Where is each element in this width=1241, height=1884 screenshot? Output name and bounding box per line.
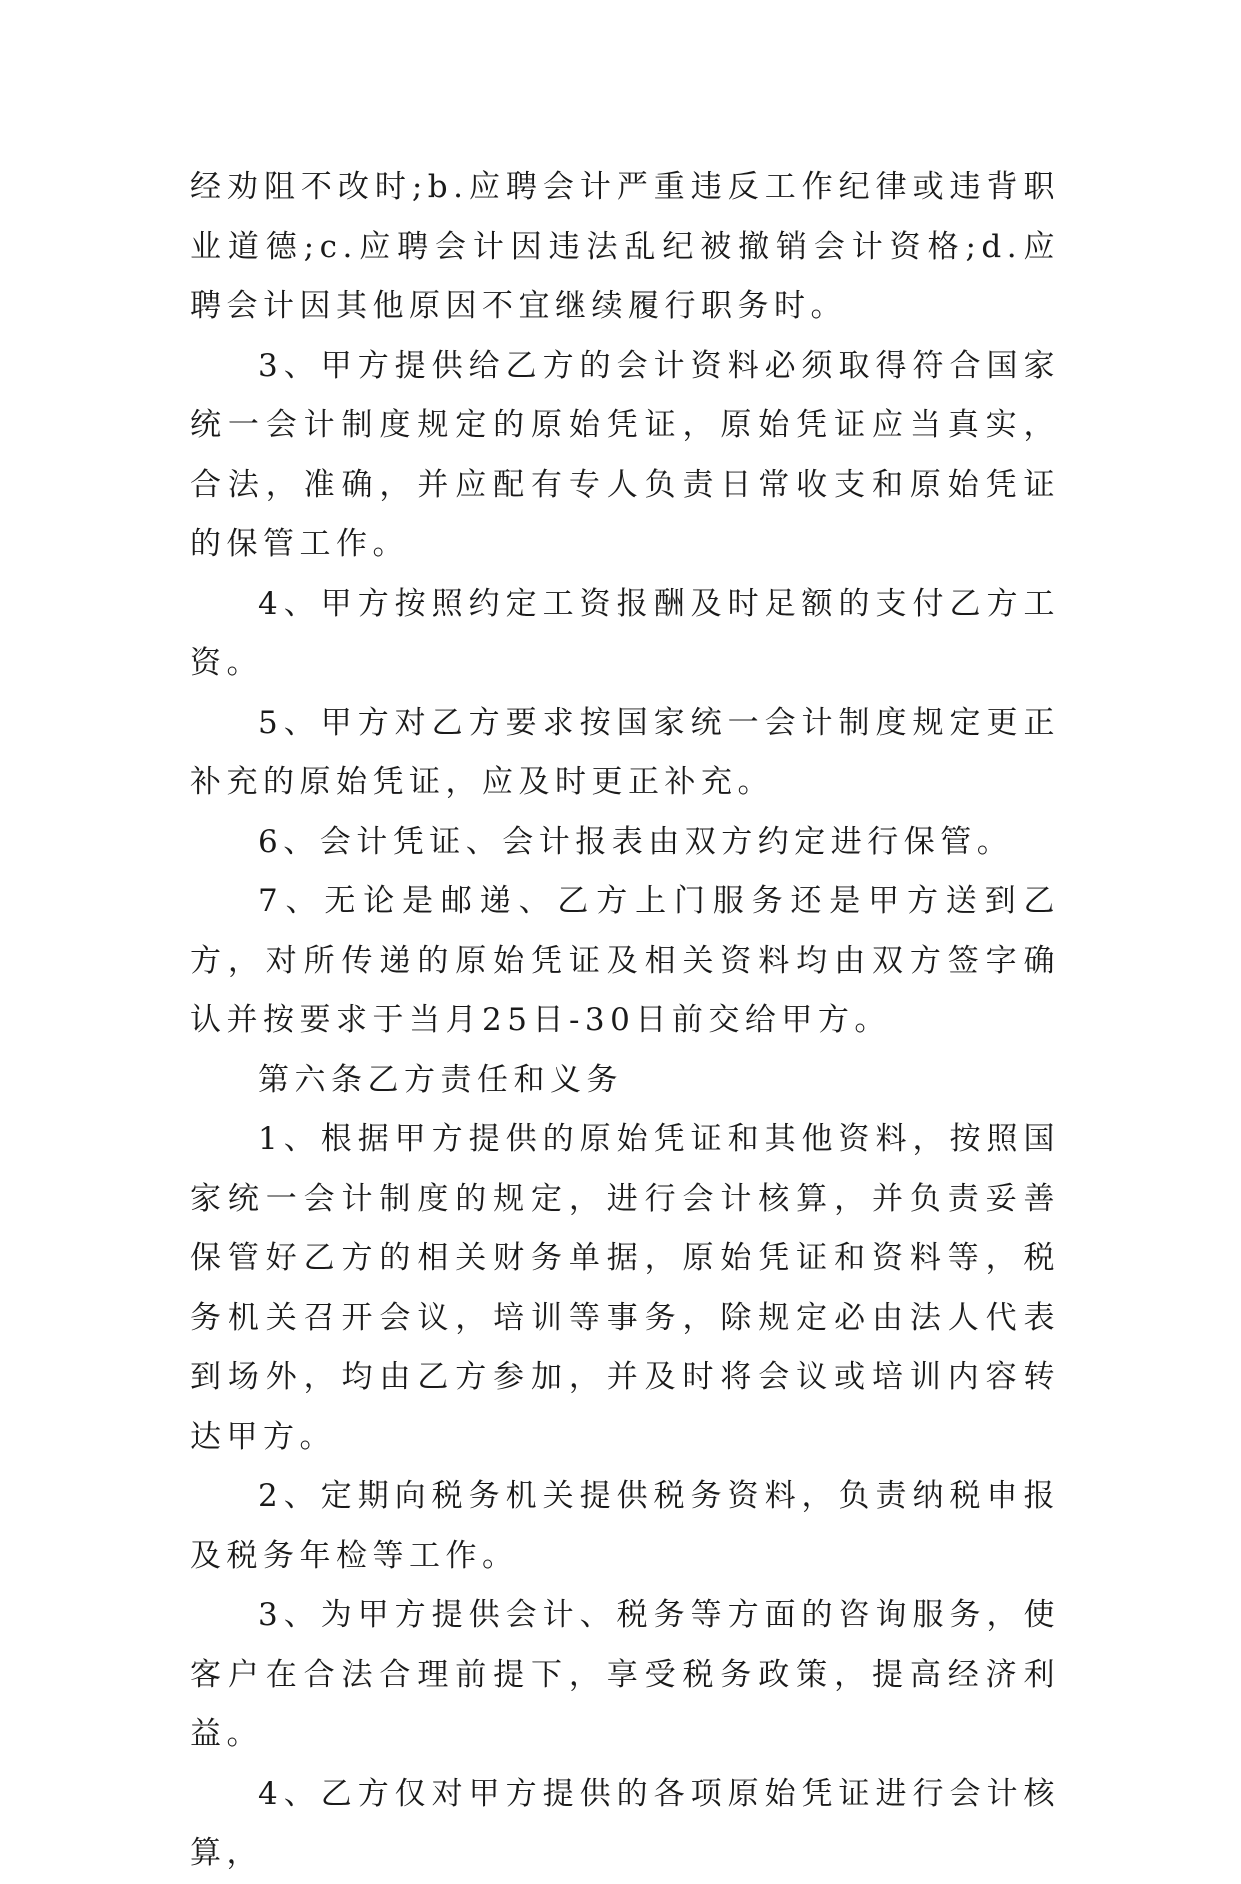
- paragraph-duty-2: 2、定期向税务机关提供税务资料，负责纳税申报及税务年检等工作。: [190, 1478, 1060, 1574]
- paragraph-duty-3: 3、为甲方提供会计、税务等方面的咨询服务，使客户在合法合理前提下，享受税务政策，提高经济利益。: [190, 1597, 1060, 1752]
- paragraph-duty-1: 1、根据甲方提供的原始凭证和其他资料，按照国家统一会计制度的规定，进行会计核算，并负责妥善保管好乙方的相关财务单据，原始凭证和资料等，税务机关召开会议，培训等事务，除规定必由法人代表到场外，均由乙方参加，并及时将会议或培训内容转达甲方。: [190, 1121, 1060, 1455]
- paragraph-clause-5: 5、甲方对乙方要求按国家统一会计制度规定更正补充的原始凭证，应及时更正补充。: [190, 704, 1060, 800]
- paragraph-duty-4: 4、乙方仅对甲方提供的各项原始凭证进行会计核算，: [190, 1775, 1060, 1871]
- paragraph-clause-3: 3、甲方提供给乙方的会计资料必须取得符合国家统一会计制度规定的原始凭证，原始凭证应当真实，合法，准确，并应配有专人负责日常收支和原始凭证的保管工作。: [190, 347, 1060, 562]
- section-heading-article-6: 第六条乙方责任和义务: [258, 1061, 623, 1098]
- document-body: [190, 158, 1060, 1884]
- paragraph-clause-4: 4、甲方按照约定工资报酬及时足额的支付乙方工资。: [190, 585, 1060, 681]
- paragraph-clause-6: 6、会计凭证、会计报表由双方约定进行保管。: [258, 823, 1014, 860]
- paragraph-clause-7: 7、无论是邮递、乙方上门服务还是甲方送到乙方，对所传递的原始凭证及相关资料均由双方签字确认并按要求于当月25日-30日前交给甲方。: [190, 883, 1060, 1038]
- paragraph-continuation: 经劝阻不改时;b.应聘会计严重违反工作纪律或违背职业道德;c.应聘会计因违法乱纪被撤销会计资格;d.应聘会计因其他原因不宜继续履行职务时。: [190, 169, 1060, 324]
